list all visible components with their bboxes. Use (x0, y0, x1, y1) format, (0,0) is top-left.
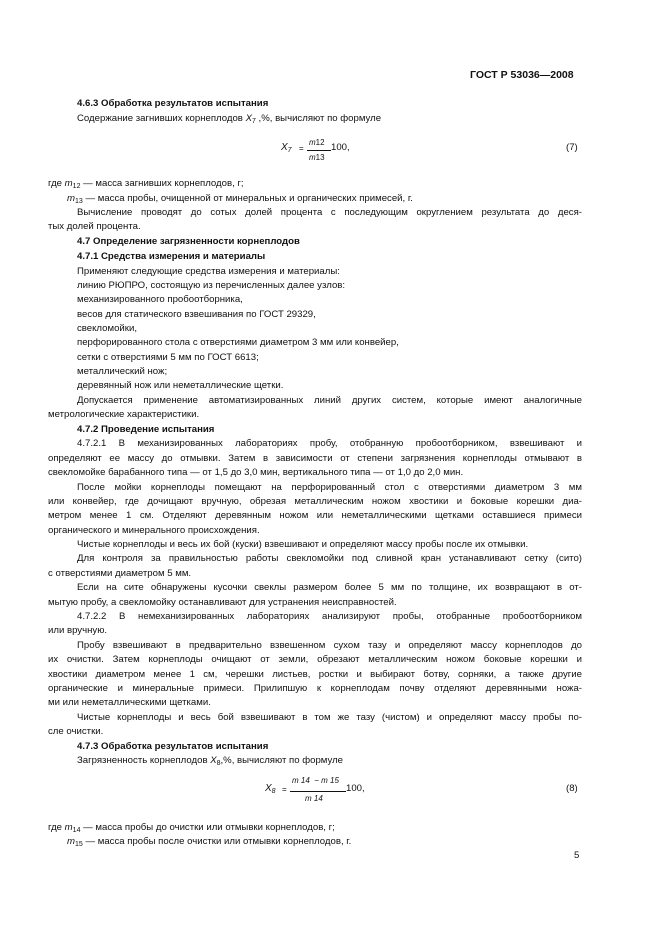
materials-item: Применяют следующие средства измерения и материалы: (77, 266, 340, 277)
calc-note-line-1: Вычисление проводят до сотых долей процента с последующим округлением результата до деся- (77, 207, 582, 218)
procedure-line: или вручную. (48, 625, 108, 636)
materials-item: весов для статического взвешивания по ГОСТ 29329, (77, 309, 316, 320)
section-heading-4-7: 4.7 Определение загрязненности корнеплодов (77, 236, 300, 247)
formula-8-number: (8) (566, 783, 578, 794)
materials-item: сетки с отверстиями 5 мм по ГОСТ 6613; (77, 352, 259, 363)
section-heading-4-7-1: 4.7.1 Средства измерения и материалы (77, 251, 266, 262)
formula-7-fraction-bar (307, 150, 331, 151)
procedure-line: ми или неметаллическими щетками. (48, 697, 211, 708)
materials-item: свекломойки, (77, 323, 137, 334)
section-4-6-3-intro: Содержание загнивших корнеплодов $X_7$ ,%, вычисляют по формуле (77, 113, 382, 125)
formula-8-lhs: $X_8$ (265, 783, 276, 795)
procedure-line: Если на сите обнаружены кусочки свеклы размером более 5 мм по толщине, их возвращают в от- (77, 582, 582, 593)
procedure-line: метром менее 1 см. Отделяют деревянным ножом или неметаллическими щетками оставшиеся примеси (48, 510, 582, 521)
where-m15: $m_{15}$ — масса пробы после очистки или отмывки корнеплодов, г. (67, 836, 352, 848)
procedure-line: их очистки. Затем корнеплоды очищают от земли, обрезают металлическим ножом боковые корешки и (48, 654, 582, 665)
formula-8-fraction-bar (290, 791, 346, 792)
procedure-line: Чистые корнеплоды и весь бой взвешивают в том же тазу (чистом) и определяют массу пробы по- (77, 712, 582, 723)
materials-item: механизированного пробоотборника, (77, 294, 243, 305)
section-heading-4-7-2: 4.7.2 Проведение испытания (77, 424, 215, 435)
procedure-line: сле очистки. (48, 726, 104, 737)
materials-note-line-1: Допускается применение автоматизированных линий других систем, которые имеют аналогичные (77, 395, 582, 406)
procedure-line: 4.7.2.2 В немеханизированных лабораториях анализируют пробы, отобранные пробоотборником (77, 611, 582, 622)
procedure-line: органического и минерального происхождения. (48, 525, 260, 536)
section-heading-4-6-3: 4.6.3 Обработка результатов испытания (77, 98, 269, 109)
procedure-line: свекломойке барабанного типа — от 1,5 до 3,0 мин, вертикального типа — от 1,0 до 2,0 мин. (48, 467, 464, 478)
formula-7-multiplier: 100, (331, 142, 350, 153)
formula-8-equals: = (282, 785, 287, 794)
formula-8-multiplier: 100, (346, 783, 365, 794)
procedure-line: хвостики диаметром менее 1 см, черешки листьев, ростки и выбирают ботву, сорняки, а также другие (48, 669, 582, 680)
section-4-7-3-intro: Загрязненность корнеплодов $X_8,\%$, вычисляют по формуле (77, 755, 344, 767)
procedure-line: 4.7.2.1 В механизированных лабораториях пробу, отобранную пробоотборником, взвешивают и (77, 438, 582, 449)
materials-item: деревянный нож или неметаллические щетки. (77, 380, 284, 391)
materials-item: металлический нож; (77, 366, 168, 377)
document-code: ГОСТ Р 53036—2008 (470, 69, 574, 81)
procedure-line: органические и минеральные примеси. Прилипшую к корнеплодам почву отделяют деревянными ножа- (48, 683, 582, 694)
formula-7-number: (7) (566, 142, 578, 153)
where-m12: где $m_{12}$ — масса загнивших корнеплодов, г; (48, 178, 244, 190)
materials-item: линию РЮПРО, состоящую из перечисленных далее узлов: (77, 280, 346, 291)
section-heading-4-7-3: 4.7.3 Обработка результатов испытания (77, 741, 269, 752)
procedure-line: После мойки корнеплоды помещают на перфорированный стол с отверстиями диаметром 3 мм (77, 482, 582, 493)
formula-7-numerator: m12 (309, 138, 325, 147)
where-m14: где $m_{14}$ — масса пробы до очистки или отмывки корнеплодов, г; (48, 822, 335, 834)
formula-8-numerator: m 14 − m 15 (292, 776, 339, 785)
procedure-line: мытую пробу, а свекломойку останавливают для устранения неисправностей. (48, 597, 397, 608)
procedure-line: или конвейер, где дочищают вручную, обрезая металлическим ножом хвостики и боковые корешки диа- (48, 496, 582, 507)
procedure-line: Пробу взвешивают в предварительно взвешенном сухом тазу и определяют массу корнеплодов до (77, 640, 582, 651)
page-number: 5 (574, 850, 580, 861)
formula-8-denominator: m 14 (305, 794, 323, 803)
procedure-line: с отверстиями диаметром 5 мм. (48, 568, 192, 579)
procedure-line: Для контроля за правильностью работы свекломойки под сливной кран устанавливают сетку (сито) (77, 553, 582, 564)
formula-7-lhs: $X_7$ (281, 142, 292, 154)
formula-7-denominator: m13 (309, 153, 325, 162)
procedure-line: Чистые корнеплоды и весь их бой (куски) взвешивают и определяют массу пробы после их отмывки. (77, 539, 529, 550)
procedure-line: определяют ее массу до отмывки. Затем в зависимости от степени загрязнения корнеплоды отмывают в (48, 453, 582, 464)
formula-7-equals: = (299, 144, 304, 153)
where-m13: $m_{13}$ — масса пробы, очищенной от минеральных и органических примесей, г. (67, 193, 413, 205)
calc-note-line-2: тых долей процента. (48, 221, 141, 232)
materials-item: перфорированного стола с отверстиями диаметром 3 мм или конвейер, (77, 337, 399, 348)
materials-note-line-2: метрологические характеристики. (48, 409, 200, 420)
